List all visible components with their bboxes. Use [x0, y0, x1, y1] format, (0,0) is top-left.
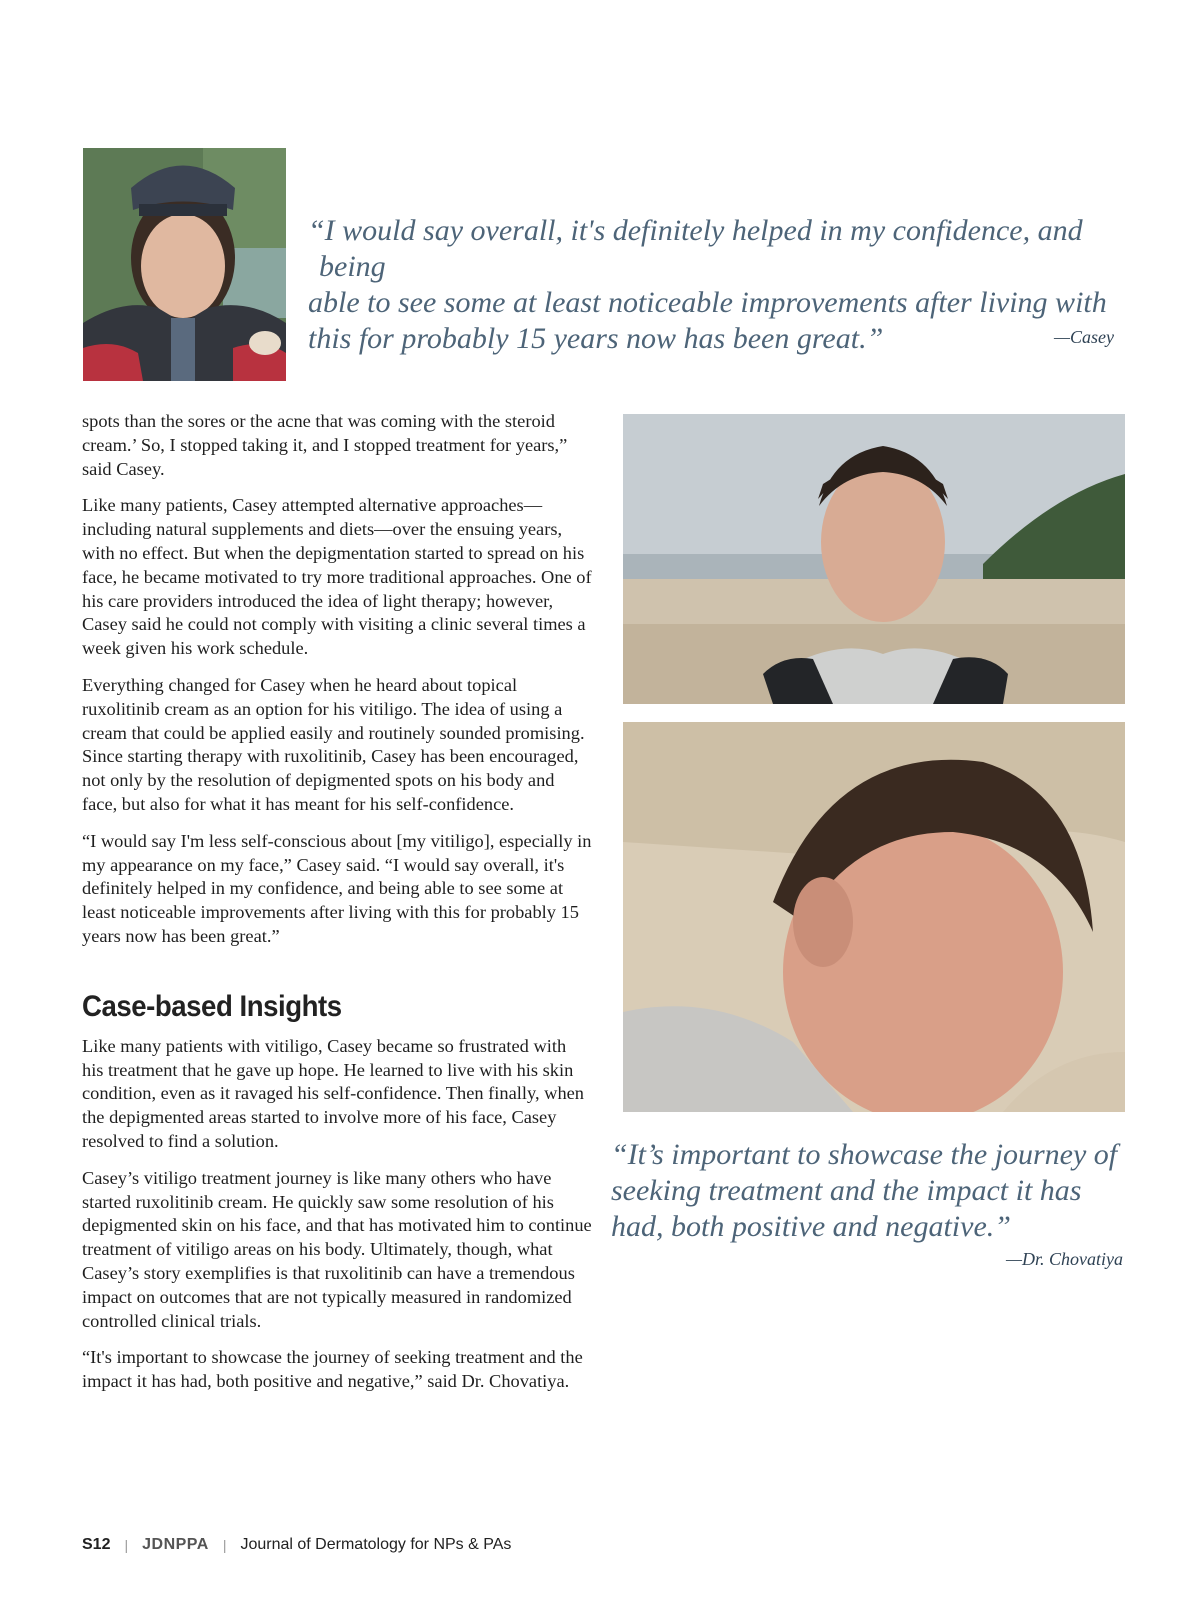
bottom-pull-quote	[611, 1137, 1131, 1245]
body-paragraph: Everything changed for Casey when he heard about topical ruxolitinib cream as an option for his vitiligo. The idea of using a cream that could be applied easily and routinely sounded promising. Since starting therapy with ruxolitinib, Casey has been encouraged, not only by the resolution of depigmented spots on his body and face, but also for what it has meant for his self-confidence.	[82, 674, 585, 814]
footer-divider: |	[222, 1537, 227, 1553]
body-paragraph: “It's important to showcase the journey of seeking treatment and the impact it has had, both positive and negative,” said Dr. Chovatiya.	[82, 1347, 583, 1392]
body-paragraph: Like many patients with vitiligo, Casey became so frustrated with his treatment that he gave up hope. He learned to live with his skin condition, even as it ravaged his self-confidence. Then finally, when the depigmented areas started to involve more of his face, Casey resolved to find a solution.	[82, 1035, 584, 1151]
bottom-quote-line: seeking treatment and the impact it has	[611, 1174, 1082, 1207]
bottom-quote-line: had, both positive and negative.”	[611, 1210, 1011, 1243]
bottom-quote-line: “It’s important to showcase the journey of	[611, 1138, 1118, 1171]
beach-photo	[623, 414, 1125, 704]
body-paragraph: “I would say I'm less self-conscious about [my vitiligo], especially in my appearance on my face,” Casey said. “I would say overall, it's definitely helped in my confidence, and being able to see some at least noticeable improvements after living with this for probably 15 years now has been great.”	[82, 830, 592, 946]
top-quote-line: “I would say overall, it's definitely helped in my confidence, and being	[308, 214, 1083, 283]
top-quote-line: this for probably 15 years now has been great.”	[308, 322, 884, 355]
body-paragraph: Like many patients, Casey attempted alternative approaches—including natural supplements and diets—over the ensuing years, with no effect. But when the depigmentation started to spread on his face, he became motivated to try more traditional approaches. One of his care providers introduced the idea of light therapy; however, Casey said he could not comply with visiting a clinic several times a week given his work schedule.	[82, 495, 592, 659]
article-body	[82, 410, 592, 1407]
journal-name: Journal of Dermatology for NPs & PAs	[240, 1536, 512, 1553]
body-paragraph: spots than the sores or the acne that was coming with the steroid cream.’ So, I stopped taking it, and I stopped treatment for years,” said Casey.	[82, 411, 568, 479]
section-heading: Case-based Insights	[82, 989, 342, 1023]
top-quote-line: able to see some at least noticeable improvements after living with	[308, 286, 1107, 319]
footer-divider: |	[124, 1537, 129, 1553]
closeup-photo	[623, 722, 1125, 1112]
bottom-quote-attribution: —Dr. Chovatiya	[1006, 1249, 1123, 1269]
page-footer	[82, 1536, 511, 1554]
page-number: S12	[82, 1536, 111, 1553]
top-quote-attribution: —Casey	[1054, 327, 1114, 347]
journal-abbreviation: JDNPPA	[142, 1536, 209, 1553]
portrait-photo	[83, 148, 286, 381]
body-paragraph: Casey’s vitiligo treatment journey is like many others who have started ruxolitinib cream. He quickly saw some resolution of his depigmented skin on his face, and that has motivated him to continue treatment of vitiligo areas on his body. Ultimately, though, what Casey’s story exemplifies is that ruxolitinib can have a tremendous impact on outcomes that are not typically measured in randomized controlled clinical trials.	[82, 1167, 592, 1331]
